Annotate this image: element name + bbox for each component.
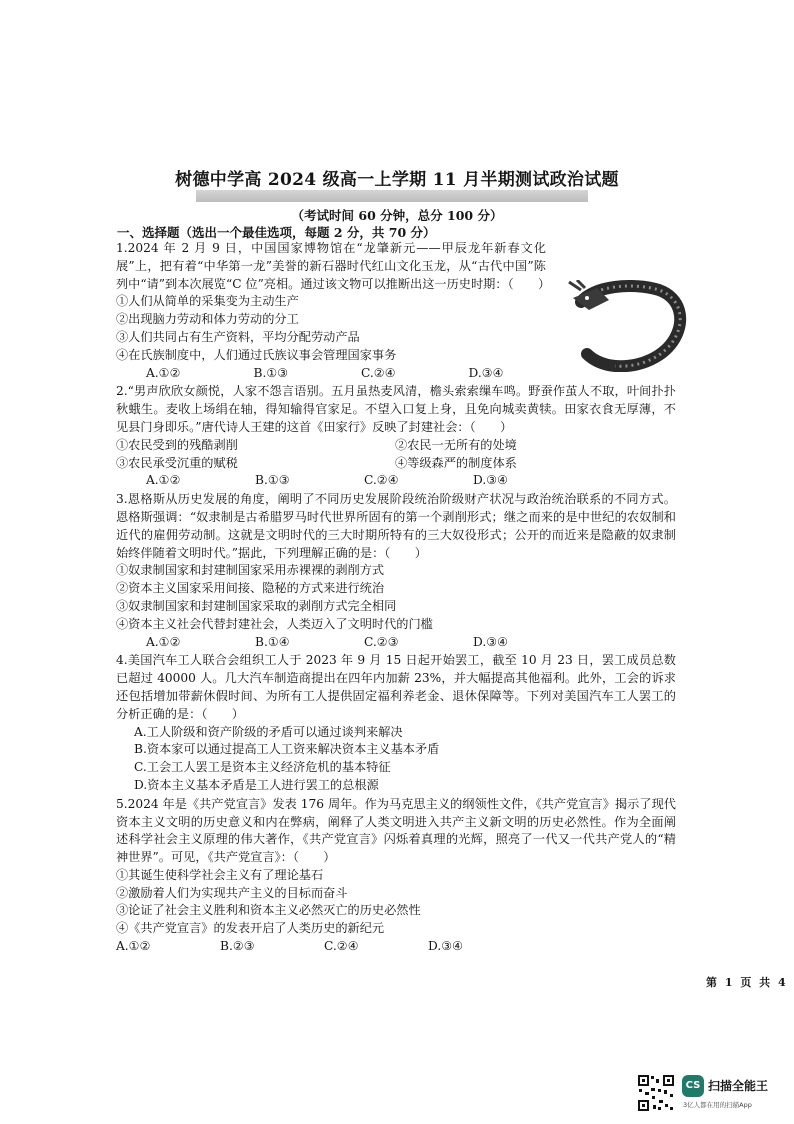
question-3 (116, 491, 676, 651)
choice-b: B.①④ (255, 634, 290, 649)
choice-b: B.②③ (220, 939, 255, 954)
answer-choices (116, 472, 676, 490)
qr-code-icon (637, 1074, 675, 1112)
question-2 (116, 383, 676, 490)
statement: ①人们从简单的采集变为主动生产 (116, 294, 299, 309)
option-d: D.资本主义基本矛盾是工人进行罢工的总根源 (134, 777, 379, 792)
statement: ①奴隶制国家和封建制国家采用赤裸裸的剥削方式 (116, 563, 385, 578)
choice-a: A.①② (116, 939, 151, 954)
choice-d: D.③④ (473, 473, 509, 488)
page-number: 第 1 页 共 4 (706, 976, 788, 989)
question-body (116, 240, 676, 957)
option-a: A.工人阶级和资产阶级的矛盾可以通过谈判来解决 (134, 724, 403, 739)
statement: ③人们共同占有生产资料，平均分配劳动产品 (116, 329, 360, 344)
question-stem: 2.“男声欣欣女颜悦，人家不怨言语别。五月虽热麦风清，檐头索索缫车鸣。野蚕作茧人不取，叶间扑扑秋蛾生。麦收上场绢在轴，得知输得官家足。不望入口复上身，且免向城卖黄犊。田家衣食无厚薄，不见县门身即乐。”唐代诗人王建的这首《田家行》反映了封建社会：（ ） (116, 384, 676, 434)
statement: ④在氏族制度中，人们通过氏族议事会管理国家事务 (116, 347, 397, 362)
camscanner-tagline: 3亿人都在用的扫描App (683, 1101, 752, 1109)
answer-choices (116, 365, 576, 383)
question-stem: 5.2024 年是《共产党宣言》发表 176 周年。作为马克思主义的纲领性文件，《共产党宣言》揭示了现代资本主义文明的历史意义和内在弊病，阐释了人类文明进入共产主义新文明的历史必然性。作为全面阐述科学社会主义原理的伟大著作，《共产党宣言》闪烁着真理的光辉，照亮了一代又一代共产党人的“精神世界”。可见，《共产党宣言》：（ ） (116, 796, 676, 865)
choice-b: B.①③ (255, 473, 290, 488)
question-stem: 4.美国汽车工人联合会组织工人于 2023 年 9 月 15 日起开始罢工，截至 10 月 23 日，罢工成员总数已超过 40000 人。几大汽车制造商提出在四年内加薪 23%，并大幅提高其他福利。此外，工会的诉求还包括增加带薪休假时间、为所有工人提供固定福利养老金、退休保障等。下列对美国汽车工人罢工的分析正确的是：（ ） (116, 653, 676, 721)
title-underline-bar (196, 190, 588, 202)
question-stem: 3.恩格斯从历史发展的角度，阐明了不同历史发展阶段统治阶级财产状况与政治统治联系的不同方式。恩格斯强调：“奴隶制是古希腊罗马时代世界所固有的第一个剥削形式；继之而来的是中世纪的农奴制和近代的雇佣劳动制。这就是文明时代的三大时期所特有的三大奴役形式；公开的而近来是隐蔽的奴隶制始终伴随着文明时代。”据此，下列理解正确的是：（ ） (116, 492, 676, 560)
statement: ②出现脑力劳动和体力劳动的分工 (116, 312, 299, 327)
statement: ④等级森严的制度体系 (395, 455, 517, 470)
statement-row (116, 437, 676, 455)
question-1 (116, 240, 676, 382)
answer-choices (116, 634, 676, 652)
camscanner-name: 扫描全能王 (708, 1079, 769, 1093)
choice-c: C.②④ (361, 365, 396, 380)
option-c: C.工会工人罢工是资本主义经济危机的基本特征 (134, 760, 391, 775)
choice-b: B.①③ (253, 365, 289, 380)
statement: ②农民一无所有的处境 (395, 437, 517, 452)
question-stem: 1.2024 年 2 月 9 日，中国国家博物馆在“龙肇新元——甲辰龙年新春文化展”上，把有着“中华第一龙”美誉的新石器时代红山文化玉龙，从“古代中国”陈列中“请”到本次展览“C 位”亮相。通过该文物可以推断出这一历史时期：（ ） (116, 241, 551, 291)
question-4 (116, 652, 676, 794)
choice-c: C.②④ (324, 939, 359, 954)
answer-choices (116, 938, 676, 956)
statement: ④资本主义社会代替封建社会，人类迈入了文明时代的门槛 (116, 616, 433, 631)
statement: ①其诞生使科学社会主义有了理论基石 (116, 867, 324, 882)
statement-row (116, 455, 676, 473)
statement: ②资本主义国家采用间接、隐秘的方式来进行统治 (116, 581, 385, 596)
choice-a: A.①② (146, 365, 181, 380)
statement: ②激励着人们为实现共产主义的目标而奋斗 (116, 885, 348, 900)
statement: ③论证了社会主义胜利和资本主义必然灭亡的历史必然性 (116, 903, 421, 918)
choice-a: A.①② (146, 634, 181, 649)
choice-a: A.①② (146, 473, 181, 488)
statement: ④《共产党宣言》的发表开启了人类历史的新纪元 (116, 921, 385, 936)
statement: ③农民承受沉重的赋税 (116, 455, 238, 470)
choice-c: C.②③ (364, 634, 399, 649)
option-b: B.资本家可以通过提高工人工资来解决资本主义基本矛盾 (134, 742, 440, 757)
section-heading: 一、选择题（选出一个最佳选项，每题 2 分，共 70 分） (117, 225, 436, 240)
choice-d: D.③④ (473, 634, 509, 649)
choice-c: C.②④ (364, 473, 399, 488)
choice-d: D.③④ (428, 939, 464, 954)
exam-title: 树德中学高 2024 级高一上学期 11 月半期测试政治试题 (175, 170, 619, 190)
choice-d: D.③④ (468, 365, 504, 380)
statement: ①农民受到的残酷剥削 (116, 437, 238, 452)
question-5 (116, 796, 676, 956)
exam-time-note: （考试时间 60 分钟，总分 100 分） (291, 208, 503, 223)
camscanner-logo: CS (682, 1075, 704, 1097)
statement: ③奴隶制国家和封建制国家采取的剥削方式完全相同 (116, 598, 397, 613)
